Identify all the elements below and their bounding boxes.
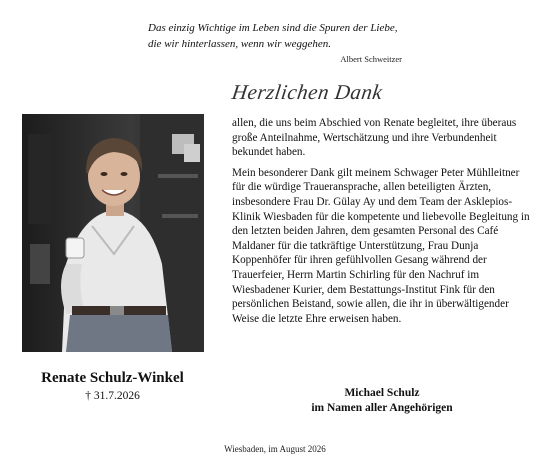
signature-relatives: im Namen aller Angehörigen [311,402,453,414]
paragraph-thanks: allen, die uns beim Abschied von Renate begleitet, ihre überaus große Anteilnahme, Wertschätzung und ihre Verbundenheit bekundet haben. [232,117,517,159]
signature-name: Michael Schulz [344,387,420,399]
signature [232,386,532,416]
deceased-name: Renate Schulz-Winkel [41,370,184,386]
place-date: Wiesbaden, im August 2026 [224,444,326,454]
heading-script: Herzlichen Dank [230,80,385,104]
quote-author: Albert Schweitzer [340,54,402,64]
body-text [232,116,532,332]
paragraph-special-thanks: Mein besonderer Dank gilt meinem Schwager Peter Mühlleitner für die würdige Traueransprache, allen beteiligten Ärzten, insbesondere Frau Dr. Gülay Ay und dem Team der Asklepios-Klinik Wiesbaden für die kompetente und liebevolle Begleitung in den letzten beiden Jahren, dem gesamten Personal des Café Maldaner für die tatkräftige Unterstützung, Frau Dunja Koppenhöfer für ihren gefühlvollen Gesang während der Trauerfeier, Herrn Martin Schirling für den Nachruf im Wiesbadener Kurier, dem Bestattungs-Institut Fink für den persönlichen Beistand, sowie allen, die ihr in überwältigender Weise die letzte Ehre erweisen haben. [232,166,530,325]
portrait-photo [22,114,204,352]
quote [148,20,448,52]
quote-line-2: die wir hinterlassen, wenn wir weggehen. [148,38,332,50]
portrait-illustration [22,114,204,352]
death-date: † 31.7.2026 [85,390,140,402]
quote-line-1: Das einzig Wichtige im Leben sind die Spuren der Liebe, [148,22,398,34]
